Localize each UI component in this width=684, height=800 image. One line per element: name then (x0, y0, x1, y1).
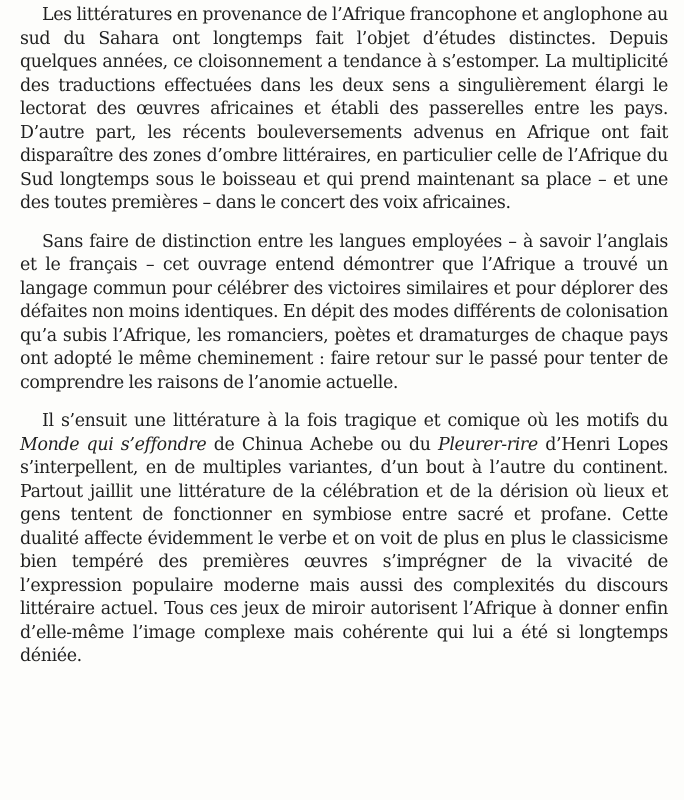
paragraph-3-text-c: d’Henri Lopes s’interpellent, en de multiples variantes, d’un bout à l’autre du continent. Partout jaillit une littérature de la célébration et de la dérision où lieux et gens tentent de fonctionner en symbiose entre sacré et profane. Cette dualité affecte évidemment le verbe et on voit de plus en plus le classicisme bien tempéré des premières œuvres s’imprégner de la vivacité de l’expression populaire moderne mais aussi des complexités du discours littéraire actuel. Tous ces jeux de miroir autorisent l’Afrique à donner enfin d’elle-même l’image complexe mais cohérente qui lui a été si longtemps déniée. (20, 434, 669, 666)
paragraph-3-text-a: Il s’ensuit une littérature à la fois tragique et comique où les motifs du (42, 411, 668, 431)
paragraph-2-text: Sans faire de distinction entre les langues employées – à savoir l’anglais et le français – cet ouvrage entend démontrer que l’Afrique a trouvé un langage commun pour célébrer des victoires similaires et pour déplorer des défaites non moins identiques. En dépit des modes différents de colonisation qu’a subis l’Afrique, les romanciers, poètes et dramaturges de chaque pays ont adopté le même cheminement : faire retour sur le passé pour tenter de comprendre les raisons de l’anomie actuelle. (20, 231, 668, 393)
document-page (20, 4, 668, 669)
book-title-pleurer-rire: Pleurer-rire (437, 434, 538, 455)
book-title-monde-qui-seffondre: Monde qui s’effondre (20, 434, 207, 455)
paragraph-1-text: Les littératures en provenance de l’Afrique francophone et anglophone au sud du Sahara ont longtemps fait l’objet d’études distinctes. Depuis quelques années, ce cloisonnement a tendance à s’estomper. La multiplicité des traductions effectuées dans les deux sens a singulièrement élargi le lectorat des œuvres africaines et établi des passerelles entre les pays. D’autre part, les récents bouleversements advenus en Afrique ont fait disparaître des zones d’ombre littéraires, en particulier celle de l’Afrique du Sud longtemps sous le boisseau et qui prend maintenant sa place – et une des toutes premières – dans le concert des voix africaines. (20, 5, 668, 213)
paragraph-3 (20, 410, 668, 669)
paragraph-2 (20, 231, 668, 396)
paragraph-3-text-b: de Chinua Achebe ou du (206, 434, 438, 455)
paragraph-1 (20, 4, 668, 216)
